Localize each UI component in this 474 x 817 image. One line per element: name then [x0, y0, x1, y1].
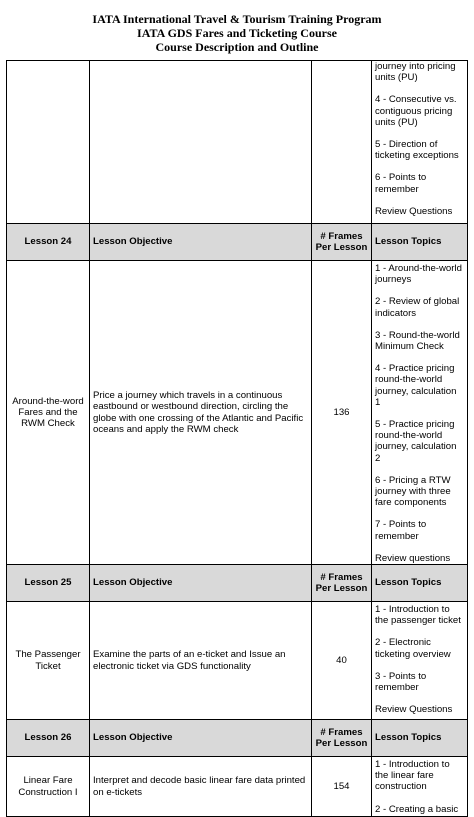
- objective-header: Lesson Objective: [90, 224, 312, 261]
- lesson-name: Around-the-word Fares and the RWM Check: [7, 261, 90, 565]
- topic-item: 7 - Points to remember: [375, 519, 427, 542]
- topics-header: Lesson Topics: [372, 565, 468, 602]
- lesson-topics-cell: [372, 261, 468, 565]
- lesson-number: Lesson 24: [7, 224, 90, 261]
- lesson-number: Lesson 26: [7, 720, 90, 757]
- lesson-objective-cell: [90, 61, 312, 224]
- topic-item: 1 - Introduction to the linear fare construction: [375, 759, 450, 793]
- topic-item: 1 - Around-the-world journeys: [375, 263, 462, 286]
- lesson-frames: 154: [312, 757, 372, 817]
- topic-item: 1 - Introduction to the passenger ticket: [375, 604, 461, 627]
- topic-item: Review Questions: [375, 205, 453, 217]
- lesson-name: Linear Fare Construction I: [7, 757, 90, 817]
- topic-item: 4 - Consecutive vs. contiguous pricing units (PU): [375, 94, 457, 128]
- topic-item: 5 - Practice pricing round-the-world journey, calculation 2: [375, 419, 457, 464]
- topic-item: 3 - Round-the-world Minimum Check: [375, 329, 460, 353]
- topic-item: Review questions: [375, 552, 451, 564]
- lesson-frames-cell: [312, 61, 372, 224]
- topic-item: 3 - Points to remember: [375, 670, 427, 694]
- frames-header: # Frames Per Lesson: [312, 720, 372, 757]
- lesson-number: Lesson 25: [7, 565, 90, 602]
- lesson-objective: Interpret and decode basic linear fare data printed on e-tickets: [90, 757, 312, 817]
- topic-item: 2 - Creating a basic: [375, 803, 459, 815]
- lesson-topics-cell: [372, 602, 468, 720]
- document-subtitle: Course Description and Outline: [155, 40, 319, 54]
- lesson-header-row: [7, 720, 468, 757]
- table-row: [7, 757, 468, 817]
- table-row: [7, 602, 468, 720]
- objective-header: Lesson Objective: [90, 720, 312, 757]
- topic-item: 4 - Practice pricing round-the-world journey, calculation 1: [375, 363, 457, 408]
- topic-item: Review Questions: [375, 704, 453, 716]
- topic-item: journey into pricing units (PU): [375, 61, 456, 84]
- objective-header: Lesson Objective: [90, 565, 312, 602]
- lesson-frames: 40: [312, 602, 372, 720]
- topic-item: 2 - Review of global indicators: [375, 296, 460, 319]
- topic-item: 2 - Electronic ticketing overview: [375, 637, 451, 660]
- course-title: IATA GDS Fares and Ticketing Course: [137, 26, 337, 40]
- lesson-topics-cell: [372, 757, 468, 817]
- topics-header: Lesson Topics: [372, 720, 468, 757]
- frames-header: # Frames Per Lesson: [312, 224, 372, 261]
- frames-header: # Frames Per Lesson: [312, 565, 372, 602]
- lesson-name-cell: [7, 61, 90, 224]
- lesson-topics-cell: [372, 61, 468, 224]
- lesson-frames: 136: [312, 261, 372, 565]
- lesson-name: The Passenger Ticket: [7, 602, 90, 720]
- table-row-continued: [7, 61, 468, 224]
- table-row: [7, 261, 468, 565]
- topic-item: 6 - Points to remember: [375, 172, 427, 195]
- document-title: IATA International Travel & Tourism Training Program: [92, 12, 382, 26]
- lesson-header-row: [7, 565, 468, 602]
- lesson-header-row: [7, 224, 468, 261]
- topics-header: Lesson Topics: [372, 224, 468, 261]
- topic-item: 5 - Direction of ticketing exceptions: [375, 139, 459, 162]
- course-outline-table: [6, 60, 468, 817]
- lesson-objective: Price a journey which travels in a continuous eastbound or westbound direction, circling the globe with one crossing of the Atlantic and Pacific oceans and apply the RWM check: [90, 261, 312, 565]
- lesson-objective: Examine the parts of an e-ticket and Issue an electronic ticket via GDS functionality: [90, 602, 312, 720]
- topic-item: 6 - Pricing a RTW journey with three fare components: [375, 474, 451, 509]
